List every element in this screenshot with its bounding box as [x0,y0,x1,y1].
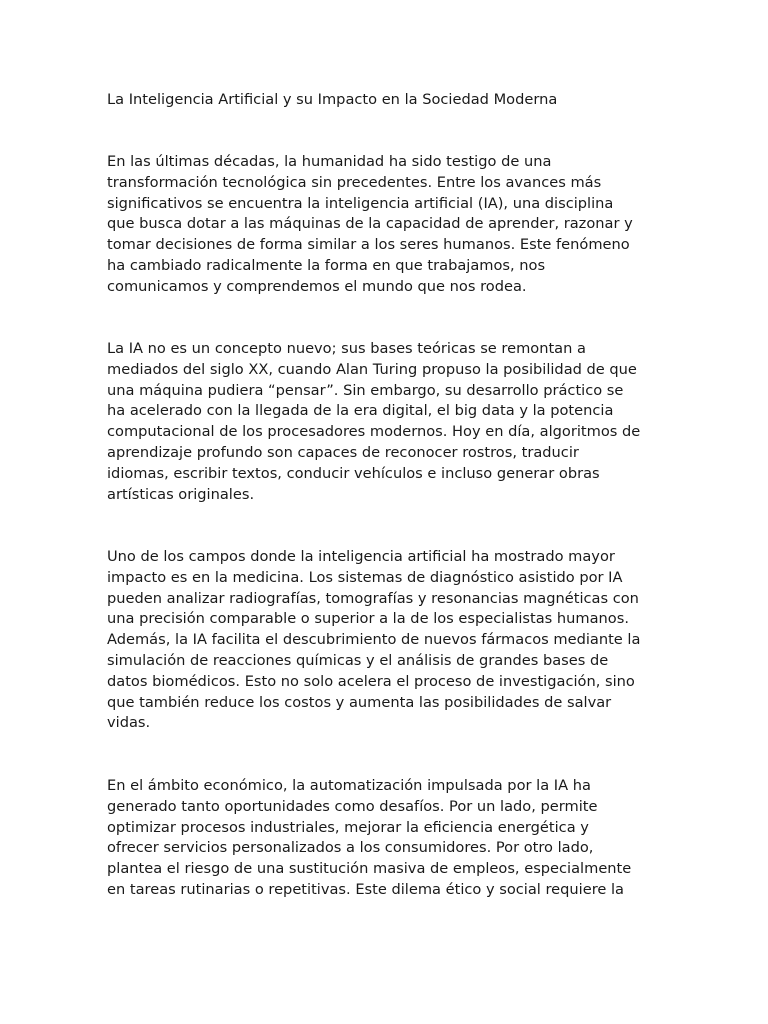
paragraph-line: vidas. [107,714,151,732]
paragraph-line: datos biomédicos. Esto no solo acelera el proceso de investigación, sino [107,672,635,690]
paragraph-line: una máquina pudiera “pensar”. Sin embargo, su desarrollo práctico se [107,381,624,399]
paragraph-line: generado tanto oportunidades como desafíos. Por un lado, permite [107,797,598,815]
paragraph-economy [107,776,677,901]
paragraph-line: idiomas, escribir textos, conducir vehículos e incluso generar obras [107,464,600,482]
paragraph-line: pueden analizar radiografías, tomografías y resonancias magnéticas con [107,589,639,607]
paragraph-line: comunicamos y comprendemos el mundo que nos rodea. [107,277,527,295]
paragraph-line: transformación tecnológica sin precedentes. Entre los avances más [107,173,602,191]
paragraph-line: ha acelerado con la llegada de la era digital, el big data y la potencia [107,402,614,420]
paragraph-line: tomar decisiones de forma similar a los seres humanos. Este fenómeno [107,236,630,254]
paragraph-history [107,339,677,505]
paragraph-line: computacional de los procesadores modernos. Hoy en día, algoritmos de [107,423,641,441]
paragraph-line: significativos se encuentra la inteligencia artificial (IA), una disciplina [107,194,614,212]
paragraph-line: en tareas rutinarias o repetitivas. Este dilema ético y social requiere la [107,880,624,898]
paragraph-intro [107,152,677,298]
paragraph-medicine [107,547,677,734]
paragraph-line: artísticas originales. [107,485,255,503]
paragraph-line: Uno de los campos donde la inteligencia artificial ha mostrado mayor [107,548,615,565]
document-title: La Inteligencia Artificial y su Impacto en la Sociedad Moderna [107,91,558,108]
paragraph-line: En el ámbito económico, la automatización impulsada por la IA ha [107,777,591,794]
paragraph-line: aprendizaje profundo son capaces de reconocer rostros, traducir [107,443,579,461]
paragraph-line: una precisión comparable o superior a la de los especialistas humanos. [107,610,629,628]
paragraph-line: simulación de reacciones químicas y el análisis de grandes bases de [107,651,609,669]
paragraph-line: ofrecer servicios personalizados a los consumidores. Por otro lado, [107,839,594,857]
paragraph-line: Además, la IA facilita el descubrimiento de nuevos fármacos mediante la [107,631,641,649]
paragraph-line: que también reduce los costos y aumenta las posibilidades de salvar [107,693,612,711]
paragraph-line: La IA no es un concepto nuevo; sus bases teóricas se remontan a [107,340,586,357]
paragraph-line: En las últimas décadas, la humanidad ha sido testigo de una [107,153,552,170]
paragraph-line: ha cambiado radicalmente la forma en que trabajamos, nos [107,256,546,274]
paragraph-line: que busca dotar a las máquinas de la capacidad de aprender, razonar y [107,215,633,233]
paragraph-line: optimizar procesos industriales, mejorar la eficiencia energética y [107,818,589,836]
paragraph-line: impacto es en la medicina. Los sistemas de diagnóstico asistido por IA [107,568,623,586]
paragraph-line: plantea el riesgo de una sustitución masiva de empleos, especialmente [107,860,632,878]
paragraph-line: mediados del siglo XX, cuando Alan Turing propuso la posibilidad de que [107,360,637,378]
